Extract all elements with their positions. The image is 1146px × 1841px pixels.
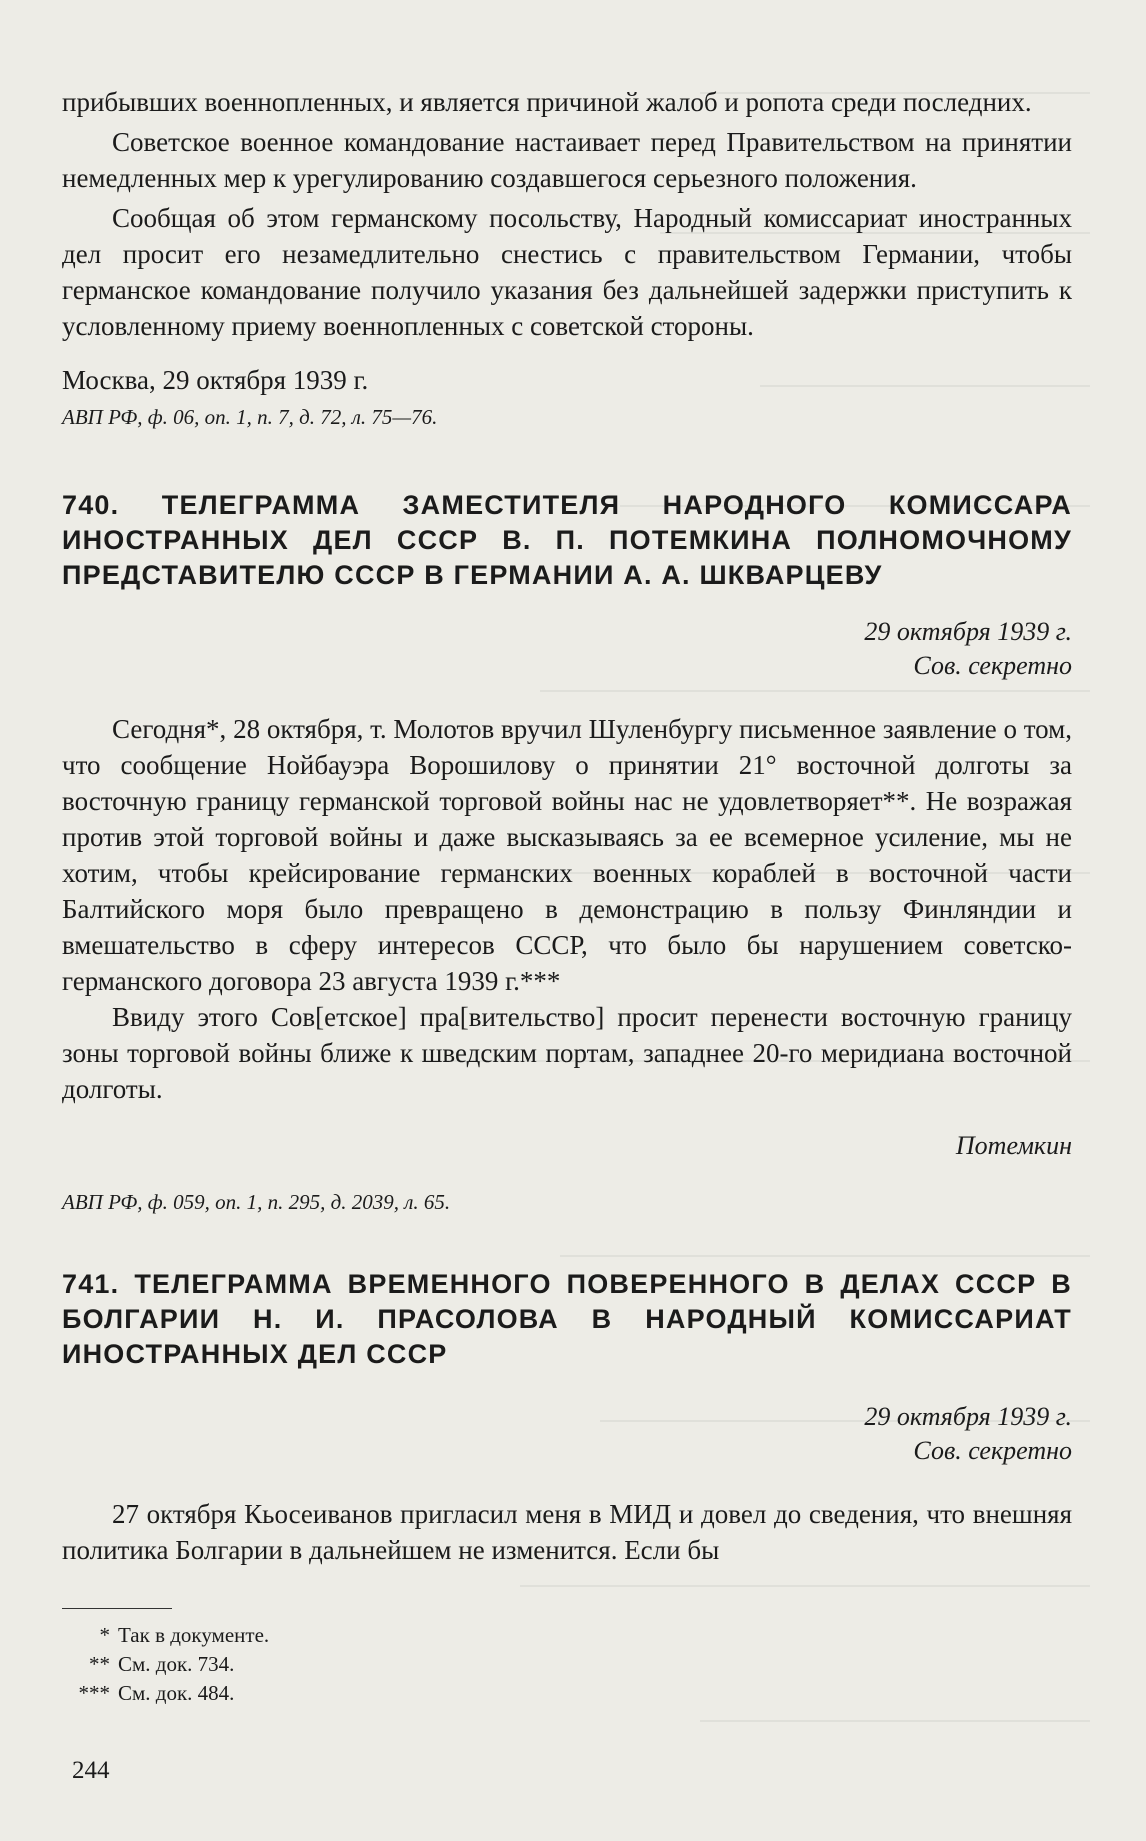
doc-741-heading: 741. ТЕЛЕГРАММА ВРЕМЕННОГО ПОВЕРЕННОГО В ДЕЛАХ СССР В БОЛГАРИИ Н. И. ПРАСОЛОВА В НАРОДНЫЙ КОМИССАРИАТ ИНОСТРАННЫХ ДЕЛ СССР — [62, 1269, 1072, 1369]
footnote-text: См. док. 484. — [118, 1681, 235, 1705]
footnote-divider — [62, 1608, 172, 1609]
page-number: 244 — [72, 1757, 110, 1784]
intro-paragraph-2: Советское военное командование настаивает перед Правительством на принятии немедленных мер к урегулированию создавшегося серьезного положения. — [62, 127, 1072, 193]
doc-741-paragraph: 27 октября Кьосеиванов пригласил меня в МИД и довел до сведения, что внешняя политика Болгарии в дальнейшем не изменится. Если бы — [62, 1499, 1072, 1565]
doc-741-date: 29 октября 1939 г. — [864, 1402, 1072, 1431]
archive-source-1: АВП РФ, ф. 06, оп. 1, п. 7, д. 72, л. 75—76. — [62, 405, 438, 429]
doc-740-date: 29 октября 1939 г. — [864, 617, 1072, 646]
footnote-mark: * — [99, 1623, 110, 1647]
footnote-text: Так в документе. — [118, 1623, 270, 1647]
doc-740-classification: Сов. секретно — [913, 651, 1072, 680]
footnote-item — [62, 1679, 1072, 1708]
footnote-mark: ** — [89, 1652, 110, 1676]
footnote-mark: *** — [78, 1681, 110, 1705]
intro-paragraph-3: Сообщая об этом германскому посольству, Народный комиссариат иностранных дел просит его незамедлительно снестись с правительством Германии, чтобы германское командование получило указания без дальнейшей задержки приступить к условленному приему военнопленных с советской стороны. — [62, 203, 1072, 341]
footnote-item — [62, 1650, 1072, 1679]
archive-source-2: АВП РФ, ф. 059, оп. 1, п. 295, д. 2039, л. 65. — [62, 1190, 451, 1214]
intro-paragraph-1: прибывших военнопленных, и является причиной жалоб и ропота среди последних. — [62, 87, 1032, 117]
document-page — [62, 84, 1072, 1804]
doc-740-heading: 740. ТЕЛЕГРАММА ЗАМЕСТИТЕЛЯ НАРОДНОГО КОМИССАРА ИНОСТРАННЫХ ДЕЛ СССР В. П. ПОТЕМКИНА ПОЛНОМОЧНОМУ ПРЕДСТАВИТЕЛЮ СССР В ГЕРМАНИИ А. А. ШКВАРЦЕВУ — [62, 490, 1072, 590]
footnotes — [62, 1621, 1072, 1708]
footnote-text: См. док. 734. — [118, 1652, 235, 1676]
doc-740-paragraph-2: Ввиду этого Сов[етское] пра[вительство] просит перенести восточную границу зоны торговой войны ближе к шведским портам, западнее 20-го меридиана восточной долготы. — [62, 1002, 1072, 1104]
doc-740-signature: Потемкин — [955, 1131, 1072, 1160]
doc-741-classification: Сов. секретно — [913, 1436, 1072, 1465]
footnote-item — [62, 1621, 1072, 1650]
doc-740-paragraph-1: Сегодня*, 28 октября, т. Молотов вручил Шуленбургу письменное заявление о том, что сообщение Нойбауэра Ворошилову о принятии 21° восточной долготы за восточную границу германской торговой войны нас не удовлетворяет**. Не возражая против этой торговой войны и даже высказываясь за ее всемерное усиление, мы не хотим, чтобы крейсирование германских военных кораблей в восточной части Балтийского моря было превращено в демонстрацию в пользу Финляндии и вмешательство в сферу интересов СССР, что было бы нарушением советско-германского договора 23 августа 1939 г.*** — [62, 714, 1072, 996]
place-date: Москва, 29 октября 1939 г. — [62, 365, 369, 395]
